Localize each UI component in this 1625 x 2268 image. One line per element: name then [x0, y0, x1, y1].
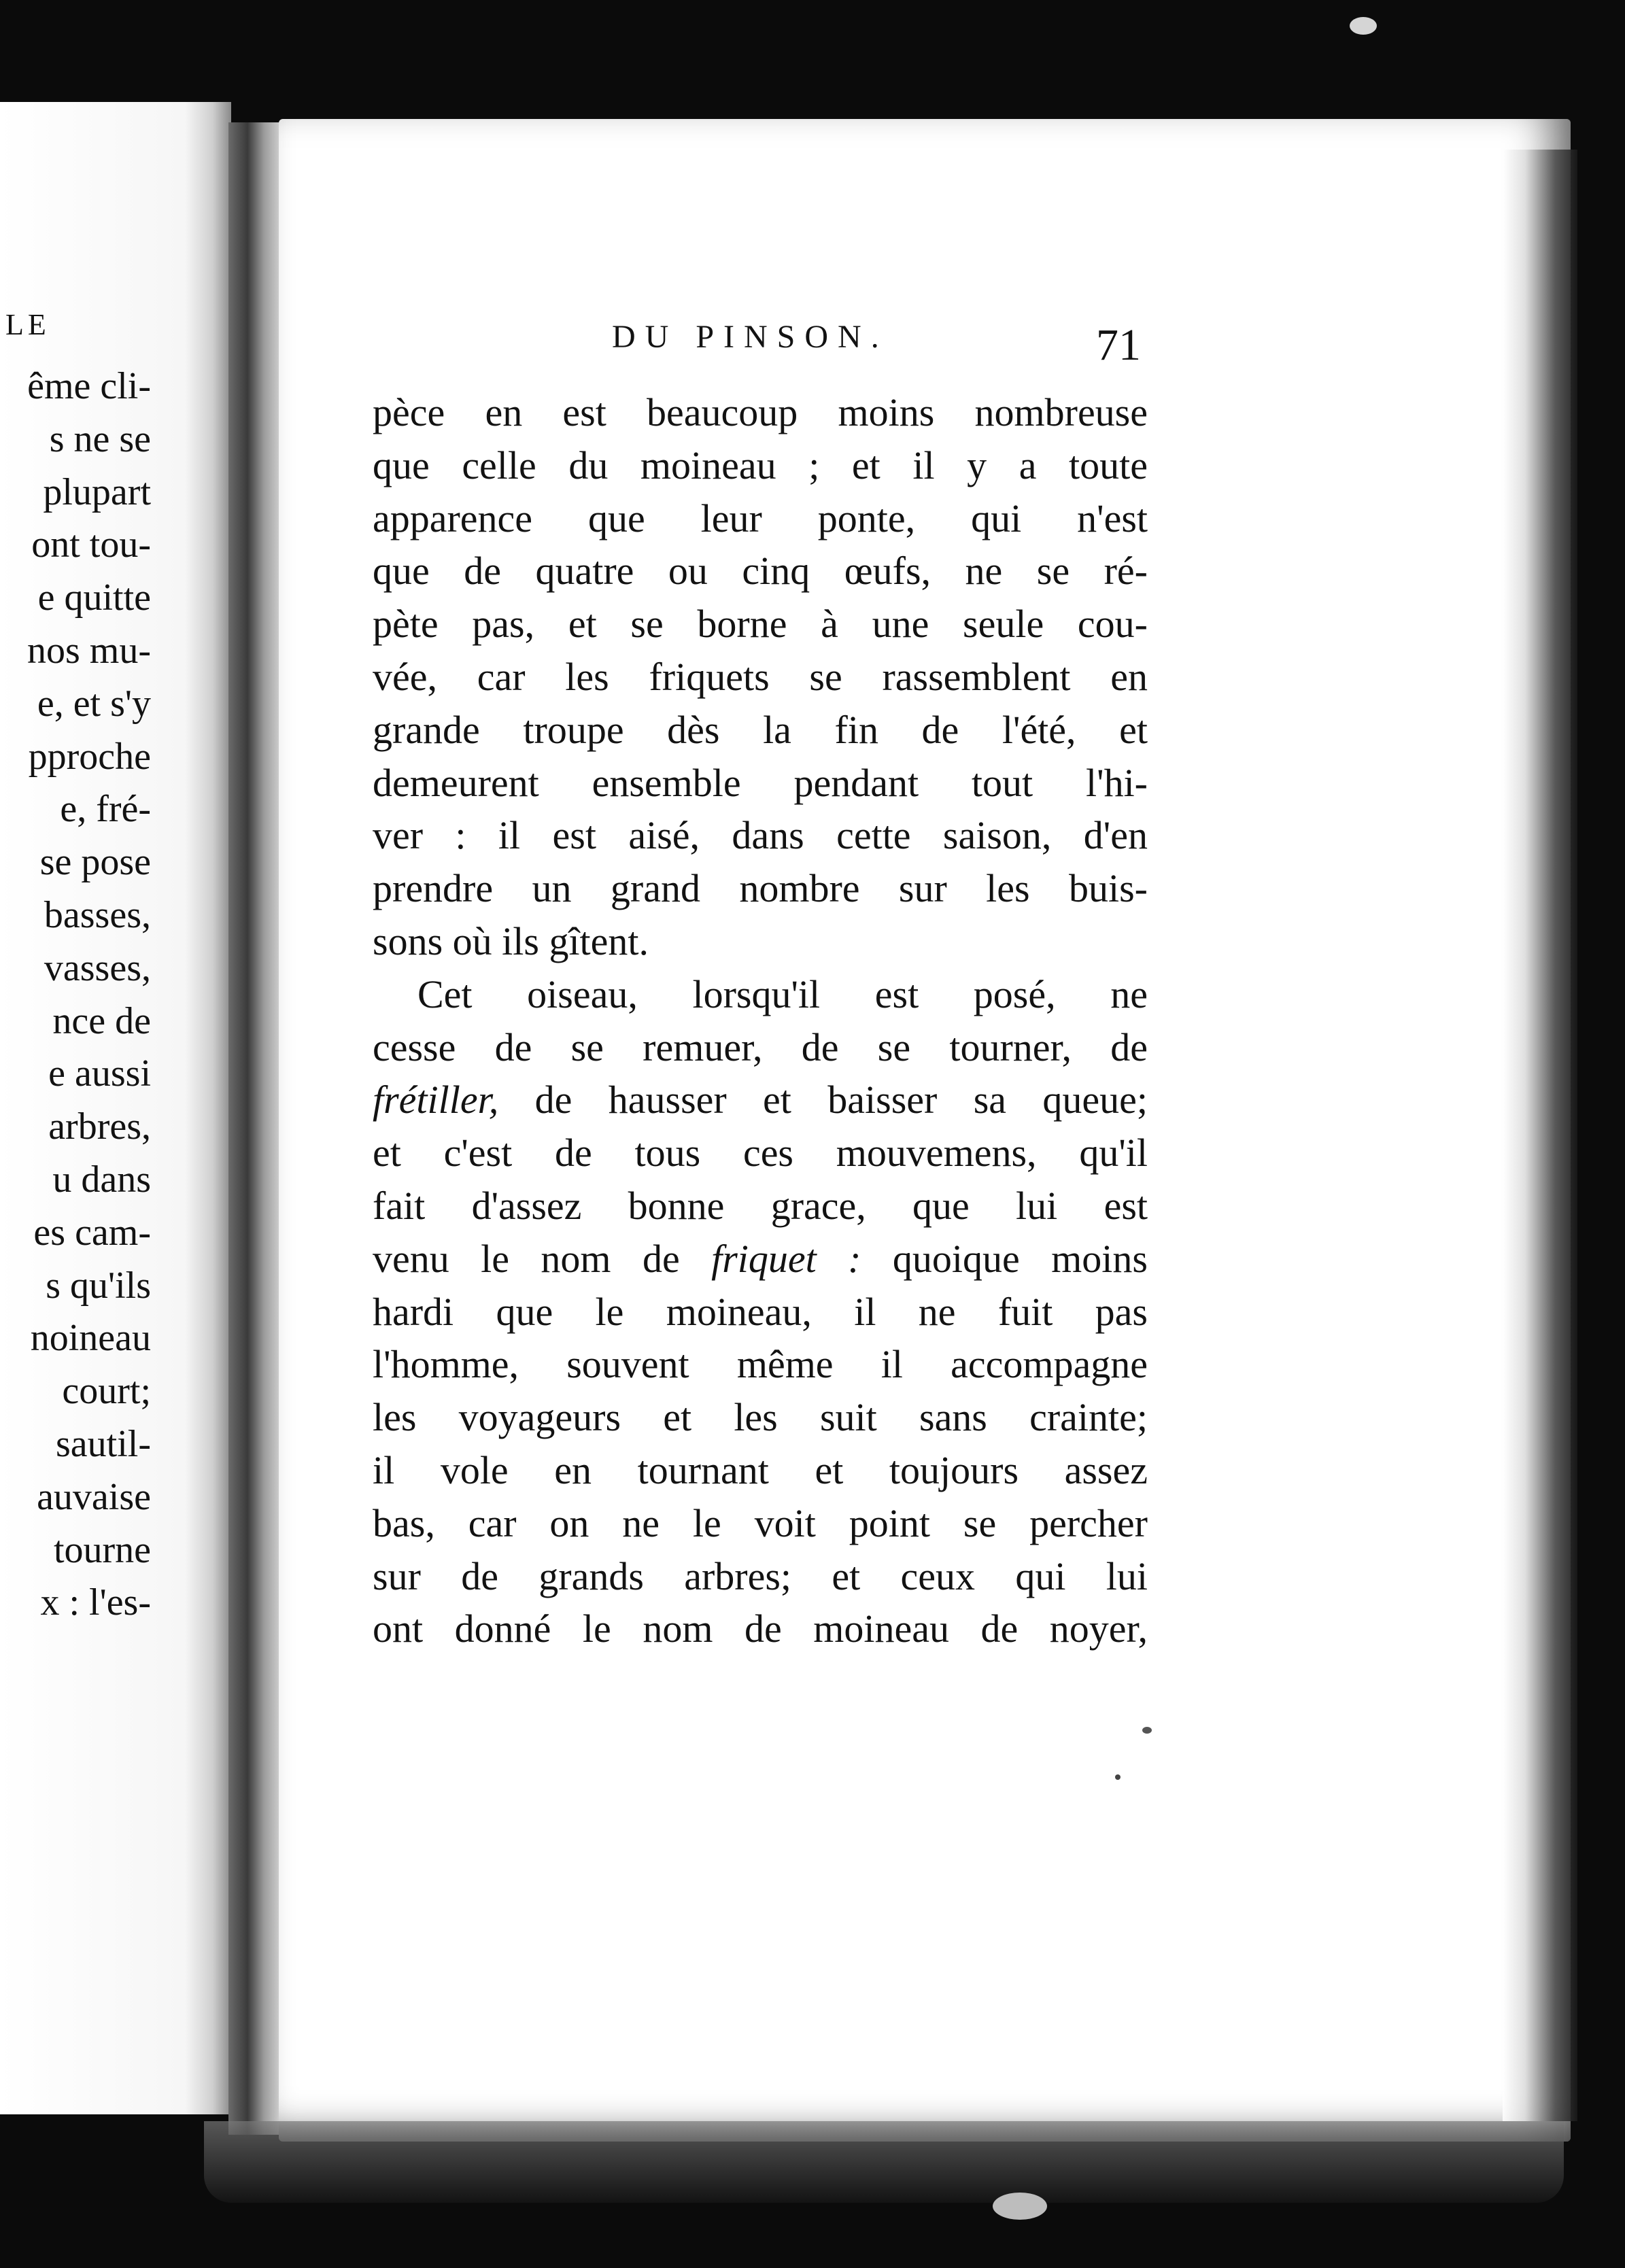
left-line: tourne — [53, 1528, 151, 1571]
left-line: s qu'ils — [46, 1264, 151, 1307]
text-span: venu le nom de — [373, 1236, 712, 1281]
left-page-text — [0, 360, 151, 1630]
left-line: basses, — [44, 893, 151, 936]
text-line: prendre un grand nombre sur les buis- — [373, 866, 1148, 911]
text-line: pète pas, et se borne à une seule cou- — [373, 602, 1148, 647]
text-line: et c'est de tous ces mouvemens, qu'il — [373, 1131, 1148, 1175]
text-line: les voyageurs et les suit sans crainte; — [373, 1395, 1148, 1440]
text-line: cesse de se remuer, de se tourner, de — [373, 1025, 1148, 1069]
left-line: pproche — [28, 735, 151, 778]
left-line: nos mu- — [27, 629, 151, 672]
text-line — [373, 1233, 1148, 1286]
left-line: e, et s'y — [37, 682, 151, 725]
left-line: u dans — [52, 1158, 151, 1201]
text-line: fait d'assez bonne grace, que lui est — [373, 1183, 1148, 1228]
left-line: s ne se — [49, 417, 151, 460]
text-line: grande troupe dès la fin de l'été, et — [373, 707, 1148, 752]
page-edge-shadow — [1503, 150, 1577, 2121]
left-line: ont tou- — [31, 523, 151, 566]
left-line: ême cli- — [27, 365, 151, 407]
text-line: apparence que leur ponte, qui n'est — [373, 496, 1148, 540]
paper-speck — [993, 2193, 1047, 2220]
left-line: se pose — [39, 841, 151, 884]
left-line: e aussi — [48, 1052, 151, 1095]
left-line: nce de — [52, 999, 151, 1042]
text-line: l'homme, souvent même il accompagne — [373, 1342, 1148, 1387]
text-line: Cet oiseau, lorsqu'il est posé, ne — [417, 972, 1148, 1016]
text-span: de hausser et baisser sa queue; — [498, 1078, 1148, 1122]
left-line: court; — [62, 1370, 151, 1413]
text-line: vée, car les friquets se rassemblent en — [373, 654, 1148, 699]
italic-word: frétiller, — [373, 1078, 499, 1122]
left-line: es cam- — [33, 1211, 151, 1254]
text-line: ver : il est aisé, dans cette saison, d'en — [373, 813, 1148, 858]
text-line: sur de grands arbres; et ceux qui lui — [373, 1553, 1148, 1598]
text-line: que de quatre ou cinq œufs, ne se ré- — [373, 549, 1148, 594]
left-line: arbres, — [48, 1105, 151, 1148]
text-line: que celle du moineau ; et il y a toute — [373, 443, 1148, 487]
text-line: ont donné le nom de moineau de noyer, — [373, 1606, 1148, 1651]
bottom-edge-shadow — [204, 2121, 1564, 2203]
paper-speck — [1142, 1727, 1152, 1734]
left-line: plupart — [43, 470, 151, 513]
book-gutter — [228, 122, 283, 2135]
left-page-header-fragment: LE — [5, 308, 50, 341]
text-line: pèce en est beaucoup moins nombreuse — [373, 390, 1148, 434]
text-span: quoique moins — [861, 1236, 1148, 1281]
text-line: sons où ils gîtent. — [373, 918, 649, 963]
left-line: auvaise — [37, 1475, 151, 1518]
text-line: demeurent ensemble pendant tout l'hi- — [373, 760, 1148, 805]
body-text — [373, 386, 1148, 1655]
text-line — [373, 1073, 1148, 1127]
paper-speck — [1115, 1774, 1121, 1780]
page-number: 71 — [1096, 320, 1141, 370]
italic-word: friquet : — [711, 1236, 861, 1281]
text-line: bas, car on ne le voit point se percher — [373, 1500, 1148, 1545]
left-line: x : l'es- — [40, 1581, 151, 1624]
left-line: vasses, — [44, 946, 151, 989]
paper-speck — [1350, 17, 1377, 35]
left-line: noineau — [30, 1317, 151, 1360]
left-line: e, fré- — [60, 788, 151, 831]
left-line: e quitte — [37, 577, 151, 619]
running-head: DU PINSON. — [612, 319, 889, 355]
text-line: hardi que le moineau, il ne fuit pas — [373, 1289, 1148, 1334]
left-line: sautil- — [56, 1422, 151, 1465]
text-line: il vole en tournant et toujours assez — [373, 1447, 1148, 1492]
